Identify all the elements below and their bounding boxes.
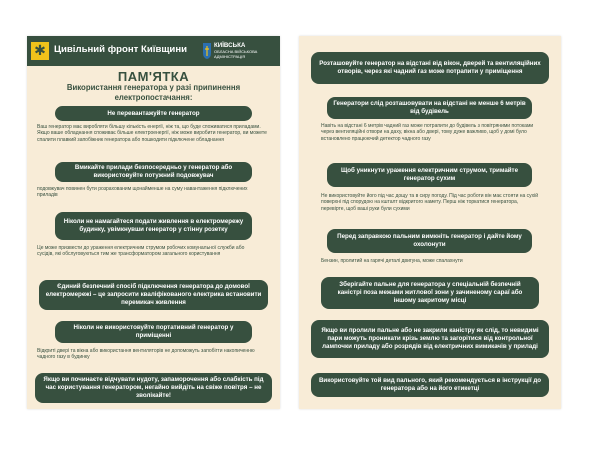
section-heading: Ніколи не використовуйте портативний генератор у приміщенні — [55, 321, 252, 343]
section-text: Це може призвести до ураження електричним струмом робочих комунальної служби або сусідів, які обслуговуються тим же трансформатором загального користування — [37, 245, 245, 258]
section-heading: Перед заправкою пальним вимкніть генератор і дайте йому охолонути — [327, 229, 532, 253]
coat-of-arms-icon — [202, 42, 212, 60]
header-title: Цивільний фронт Київщини — [54, 44, 188, 55]
header-bar — [27, 36, 280, 66]
section-text: Навіть на відстані 6 метрів чадний газ може потрапити до будівель з повітряними потоками через вентиляційні отвори на даху, вікна або двері, тому дуже важливо, щоб у домі було встановлено працюючий детектор чадного газу — [321, 123, 534, 142]
section-text: Бензин, пролитий на гарячі деталі двигуна, може спалахнути — [321, 258, 463, 264]
page-title: ПАМ'ЯТКА — [117, 69, 190, 84]
section-heading: Ніколи не намагайтеся подати живлення в електромережу будинку, увімкнувши генератор у стінну розетку — [55, 212, 252, 240]
section-heading: Генератори слід розташовувати на відстані не менше 6 метрів від будівель — [327, 97, 532, 119]
right-page — [299, 36, 561, 409]
section-heading: Якщо ви починаєте відчувати нудоту, запаморочення або слабкість під час користування генератором, негайно вийдіть на свіже повітря – не зволікайте! — [35, 373, 272, 403]
page-subtitle: Використання генератора у разі припинення електропостачання: — [66, 83, 241, 102]
section-heading: Розташовуйте генератор на відстані від вікон, дверей та вентиляційних отворів, через які чадний газ може потрапити у приміщення — [311, 52, 549, 84]
section-text: Не використовуйте його під час дощу та в сиру погоду. Під час роботи він має стояти на сухій поверхні під спорудою на кшталт відкритого намету. Перш ніж торкатися генератора, перевірте, щоб ваші руки були сухими — [321, 193, 539, 212]
section-heading: Зберігайте пальне для генератора у спеціальній безпечній каністрі поза межами житлової зони у зачиненому сараї або іншому закритому місці — [321, 277, 539, 309]
section-heading: Щоб уникнути ураження електричним струмом, тримайте генератор сухим — [327, 163, 532, 187]
section-heading: Єдиний безпечний спосіб підключення генератора до домової електромережі – це запросити кваліфікованого електрика встановити перемикач живлення — [39, 280, 268, 310]
section-text: Відкриті двері та вікна або використання вентиляторів не допоможуть запобігти накопиченню чадного газу в будинку — [37, 348, 255, 361]
region-line-1: КИЇВСЬКА — [214, 42, 246, 49]
left-page — [27, 36, 280, 409]
section-text: подовжувач повинен бути розрахованим щонайменше на суму навантаження підключених приладів — [37, 186, 248, 199]
section-heading: Використовуйте той вид пального, який рекомендується в інструкції до генератора або на його етикетці — [311, 373, 549, 397]
section-text: Ваш генератор має виробляти більшу кількість енергії, ніж та, що буде споживатися приладами. Якщо ваше обладнання споживає більше електроенергії, ніж може виробити генератор, ви можете спалити плавкий запобіжник генератора або пошкодити підключене обладнання — [37, 124, 267, 143]
civil-front-logo-icon: ✱ — [31, 42, 49, 60]
region-line-2: ОБЛАСНА ВІЙСЬКОВА — [214, 49, 258, 54]
region-line-3: АДМІНІСТРАЦІЯ — [214, 54, 246, 59]
region-name — [214, 42, 257, 59]
section-heading: Вмикайте прилади безпосередньо у генератор або використовуйте потужний подовжувач — [55, 162, 252, 182]
section-heading: Якщо ви пролили пальне або не закрили каністру як слід, то невидимі пари можуть проникати крізь землю та загорітися від контрольної лампочки приладу або розрядів від електричних вимикачів у приладі — [311, 320, 549, 358]
section-heading: Не перевантажуйте генератор — [55, 106, 252, 121]
